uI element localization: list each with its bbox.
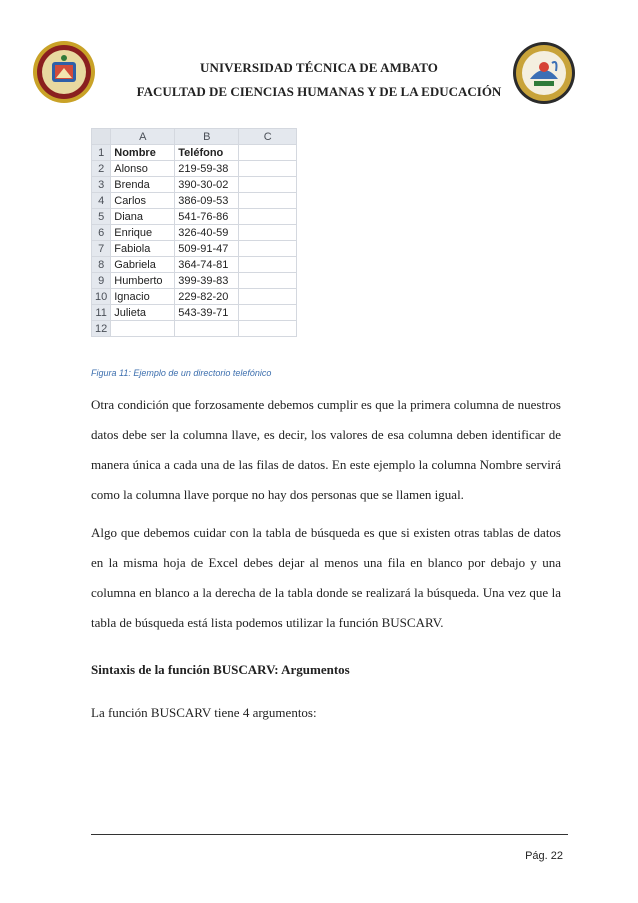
cell-empty xyxy=(239,177,297,193)
cell-name: Ignacio xyxy=(111,289,175,305)
cell-phone: 509-91-47 xyxy=(175,241,239,257)
table-row xyxy=(92,193,297,209)
cell-name: Diana xyxy=(111,209,175,225)
table-row xyxy=(92,257,297,273)
cell-name: Carlos xyxy=(111,193,175,209)
cell-name: Nombre xyxy=(111,145,175,161)
table-row xyxy=(92,273,297,289)
row-number: 8 xyxy=(92,257,111,273)
cell-phone: 386-09-53 xyxy=(175,193,239,209)
cell-phone xyxy=(175,321,239,337)
table-row xyxy=(92,209,297,225)
table-row xyxy=(92,225,297,241)
cell-empty xyxy=(239,241,297,257)
cell-empty xyxy=(239,145,297,161)
table-row xyxy=(92,161,297,177)
row-number: 10 xyxy=(92,289,111,305)
cell-phone: 219-59-38 xyxy=(175,161,239,177)
cell-phone: 229-82-20 xyxy=(175,289,239,305)
footer-divider xyxy=(91,834,568,835)
cell-name: Humberto xyxy=(111,273,175,289)
paragraph-arguments: La función BUSCARV tiene 4 argumentos: xyxy=(91,705,317,720)
university-title: UNIVERSIDAD TÉCNICA DE AMBATO xyxy=(199,60,439,75)
cell-phone: 390-30-02 xyxy=(175,177,239,193)
column-header: C xyxy=(239,129,297,145)
page-number: Pág. 22 xyxy=(525,850,563,862)
spreadsheet-directory xyxy=(91,128,297,337)
table-row xyxy=(92,321,297,337)
cell-empty xyxy=(239,225,297,241)
cell-empty xyxy=(239,257,297,273)
cell-name: Fabiola xyxy=(111,241,175,257)
row-number: 7 xyxy=(92,241,111,257)
table-row xyxy=(92,289,297,305)
faculty-title: FACULTAD DE CIENCIAS HUMANAS Y DE LA EDUCACIÓN xyxy=(136,84,502,99)
row-number: 12 xyxy=(92,321,111,337)
sheet-corner xyxy=(92,129,111,145)
cell-empty xyxy=(239,273,297,289)
cell-phone: 541-76-86 xyxy=(175,209,239,225)
row-number: 4 xyxy=(92,193,111,209)
row-number: 5 xyxy=(92,209,111,225)
row-number: 3 xyxy=(92,177,111,193)
table-row xyxy=(92,241,297,257)
column-header: B xyxy=(175,129,239,145)
row-number: 1 xyxy=(92,145,111,161)
cell-phone: 326-40-59 xyxy=(175,225,239,241)
cell-phone: Teléfono xyxy=(175,145,239,161)
cell-phone: 543-39-71 xyxy=(175,305,239,321)
figure-caption: Figura 11: Ejemplo de un directorio telefónico xyxy=(91,368,272,378)
cell-empty xyxy=(239,209,297,225)
row-number: 6 xyxy=(92,225,111,241)
table-row xyxy=(92,177,297,193)
section-heading: Sintaxis de la función BUSCARV: Argumentos xyxy=(91,662,350,677)
cell-name xyxy=(111,321,175,337)
cell-name: Gabriela xyxy=(111,257,175,273)
paragraph-key-column: Otra condición que forzosamente debemos cumplir es que la primera columna de nuestros datos debe ser la columna llave, es decir, los valores de esa columna deben identificar de manera única a cada una de las filas de datos. En este ejemplo la columna Nombre servirá como la columna llave porque no hay dos personas que se llamen igual. xyxy=(91,397,561,502)
column-header: A xyxy=(111,129,175,145)
cell-empty xyxy=(239,321,297,337)
row-number: 9 xyxy=(92,273,111,289)
cell-name: Brenda xyxy=(111,177,175,193)
paragraph-lookup-table: Algo que debemos cuidar con la tabla de búsqueda es que si existen otras tablas de datos en la misma hoja de Excel debes dejar al menos una fila en blanco por debajo y una columna en blanco a la derecha de la tabla donde se realizará la búsqueda. Una vez que la tabla de búsqueda está lista podemos utilizar la función BUSCARV. xyxy=(91,525,561,630)
cell-name: Alonso xyxy=(111,161,175,177)
cell-empty xyxy=(239,289,297,305)
cell-empty xyxy=(239,305,297,321)
cell-empty xyxy=(239,193,297,209)
row-number: 2 xyxy=(92,161,111,177)
cell-phone: 399-39-83 xyxy=(175,273,239,289)
table-row xyxy=(92,305,297,321)
row-number: 11 xyxy=(92,305,111,321)
cell-name: Enrique xyxy=(111,225,175,241)
table-row xyxy=(92,145,297,161)
cell-empty xyxy=(239,161,297,177)
cell-phone: 364-74-81 xyxy=(175,257,239,273)
cell-name: Julieta xyxy=(111,305,175,321)
